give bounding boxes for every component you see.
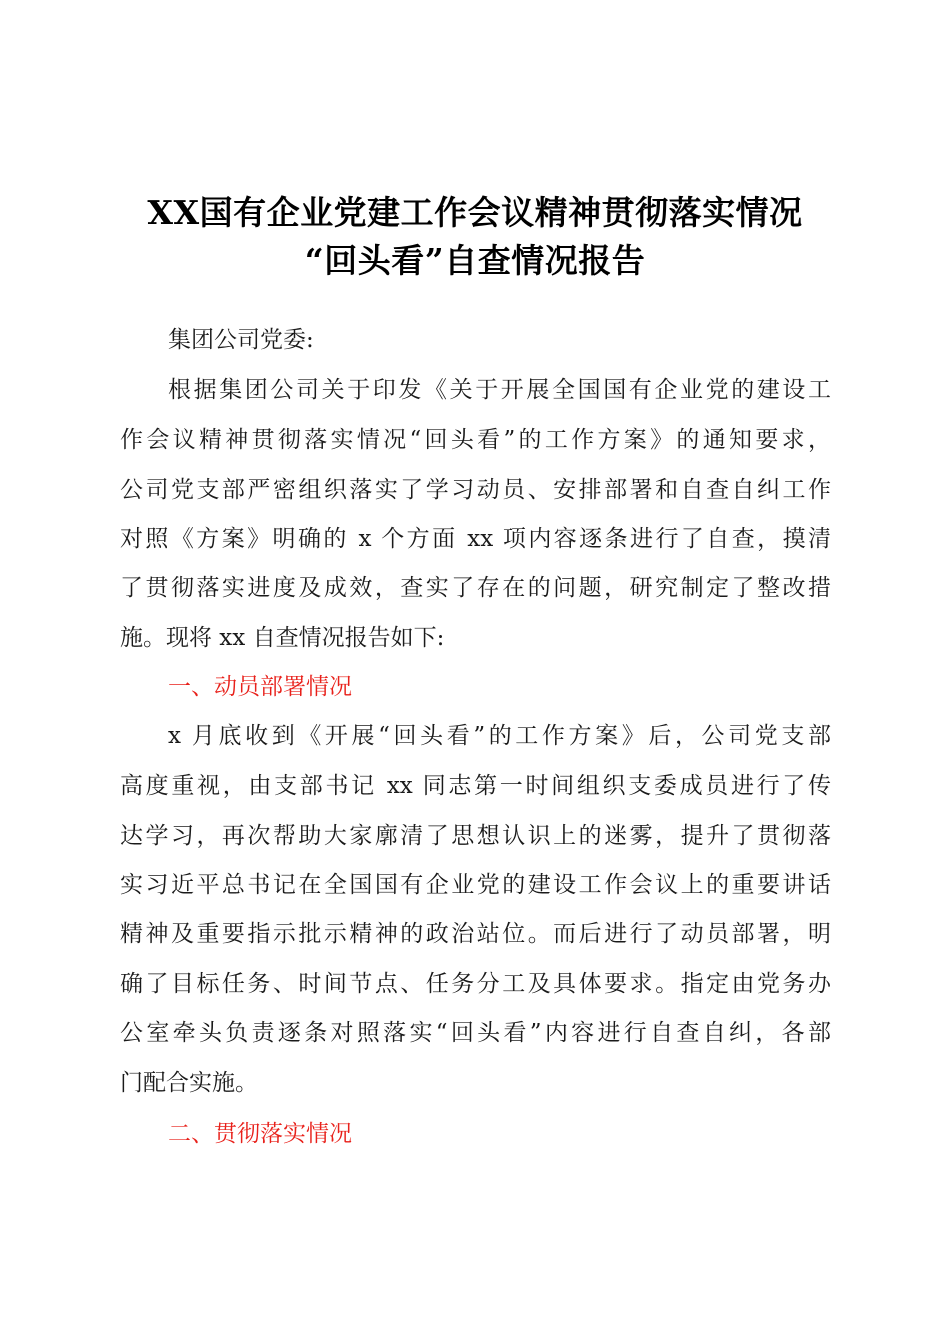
document-title-line-1: XX国有企业党建工作会议精神贯彻落实情况 <box>147 193 803 232</box>
section1-line-3: 达学习，再次帮助大家廓清了思想认识上的迷雾，提升了贯彻落 <box>120 823 831 849</box>
section1-line-8: 门配合实施。 <box>120 1070 258 1096</box>
para1-line-3: 公司党支部严密组织落实了学习动员、安排部署和自查自纠工作 <box>120 477 831 503</box>
para1-line-5: 了贯彻落实进度及成效，查实了存在的问题，研究制定了整改措 <box>120 575 831 601</box>
para1-line-6: 施。现将 xx 自查情况报告如下: <box>120 625 445 651</box>
section1-line-1: x 月底收到《开展“回头看”的工作方案》后，公司党支部 <box>168 723 831 749</box>
section-1-heading: 一、动员部署情况 <box>168 674 352 700</box>
para1-line-4: 对照《方案》明确的 x 个方面 xx 项内容逐条进行了自查，摸清 <box>120 526 831 552</box>
para1-line-2: 作会议精神贯彻落实情况“回头看”的工作方案》的通知要求， <box>120 427 831 453</box>
salutation: 集团公司党委: <box>168 327 314 353</box>
section1-line-4: 实习近平总书记在全国国有企业党的建设工作会议上的重要讲话 <box>120 872 831 898</box>
section-2-heading: 二、贯彻落实情况 <box>168 1121 352 1147</box>
section1-line-2: 高度重视，由支部书记 xx 同志第一时间组织支委成员进行了传 <box>120 773 831 799</box>
document-title-line-2: “回头看”自查情况报告 <box>304 241 646 280</box>
section1-line-5: 精神及重要指示批示精神的政治站位。而后进行了动员部署，明 <box>120 921 831 947</box>
para1-line-1: 根据集团公司关于印发《关于开展全国国有企业党的建设工 <box>168 377 831 403</box>
section1-line-6: 确了目标任务、时间节点、任务分工及具体要求。指定由党务办 <box>120 971 831 997</box>
section1-line-7: 公室牵头负责逐条对照落实“回头看”内容进行自查自纠，各部 <box>120 1020 831 1046</box>
